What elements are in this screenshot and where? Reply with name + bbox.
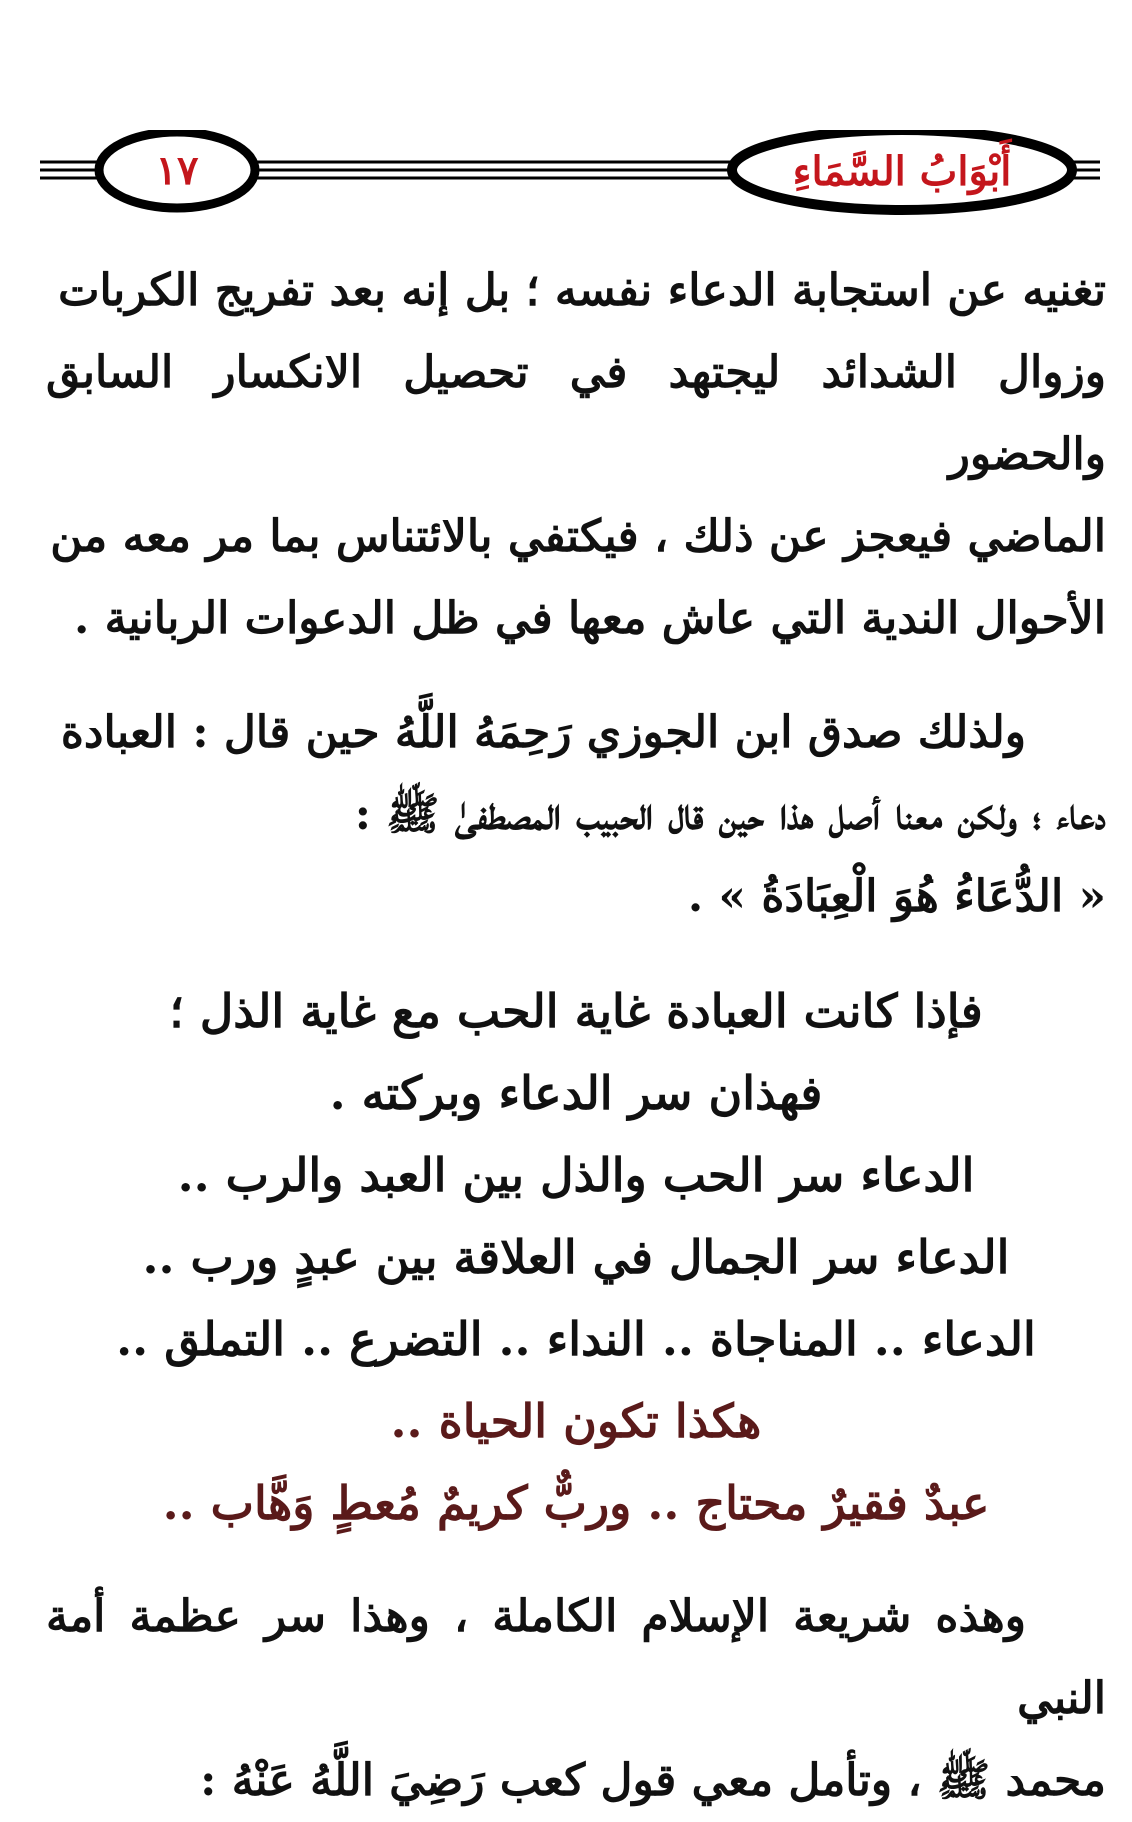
text-line: الماضي فيعجز عن ذلك ، فيكتفي بالائتناس بما مر معه من	[50, 511, 1106, 562]
text-line: الأحوال الندية التي عاش معها في ظل الدعوات الربانية .	[74, 593, 1106, 644]
book-title: أَبْوَابُ السَّمَاءِ	[792, 147, 1012, 195]
text-line: تغنيه عن استجابة الدعاء نفسه ؛ بل إنه بعد تفريج الكربات	[58, 265, 1106, 316]
text-span: ولذلك صدق ابن الجوزي رَحِمَهُ اللَّهُ حين قال : العبادة	[60, 707, 1026, 758]
center-line: فإذا كانت العبادة غاية الحب مع غاية الذل ؛	[169, 984, 983, 1038]
text-line: وزوال الشدائد ليجتهد في تحصيل الانكسار السابق والحضور	[46, 347, 1106, 480]
center-line-highlight: عبدٌ فقيرٌ محتاج .. وربٌّ كريمٌ مُعطٍ وَهَّاب ..	[162, 1476, 990, 1530]
text-line: دعاء ؛ ولكن معنا أصل هذا حين قال الحبيب المصطفىٰ ﷺ :	[354, 789, 1106, 840]
paragraph-2	[46, 692, 1106, 938]
center-line-highlight: هكذا تكون الحياة ..	[390, 1394, 762, 1448]
center-line: الدعاء سر الحب والذل بين العبد والرب ..	[177, 1148, 975, 1202]
text-span: وهذه شريعة الإسلام الكاملة ، وهذا سر عظمة أمة النبي	[46, 1591, 1106, 1724]
paragraph-3	[46, 1576, 1106, 1822]
text-line: محمد ﷺ ، وتأمل معي قول كعب رَضِيَ اللَّهُ عَنْهُ :	[200, 1755, 1106, 1806]
text-line	[46, 856, 1106, 938]
page-content	[46, 250, 1106, 1822]
center-verses	[46, 970, 1106, 1544]
text-line	[46, 1576, 1106, 1740]
paragraph-1	[46, 250, 1106, 660]
center-line: فهذان سر الدعاء وبركته .	[329, 1066, 823, 1120]
page-header	[40, 130, 1100, 220]
center-line: الدعاء .. المناجاة .. النداء .. التضرع .. التملق ..	[116, 1312, 1036, 1366]
text-line	[46, 692, 1106, 774]
center-line: الدعاء سر الجمال في العلاقة بين عبدٍ ورب ..	[142, 1230, 1010, 1284]
text-span: .	[687, 871, 719, 922]
hadith-quote: « الدُّعَاءُ هُوَ الْعِبَادَةُ »	[718, 871, 1106, 922]
page-number: ١٧	[155, 146, 199, 194]
